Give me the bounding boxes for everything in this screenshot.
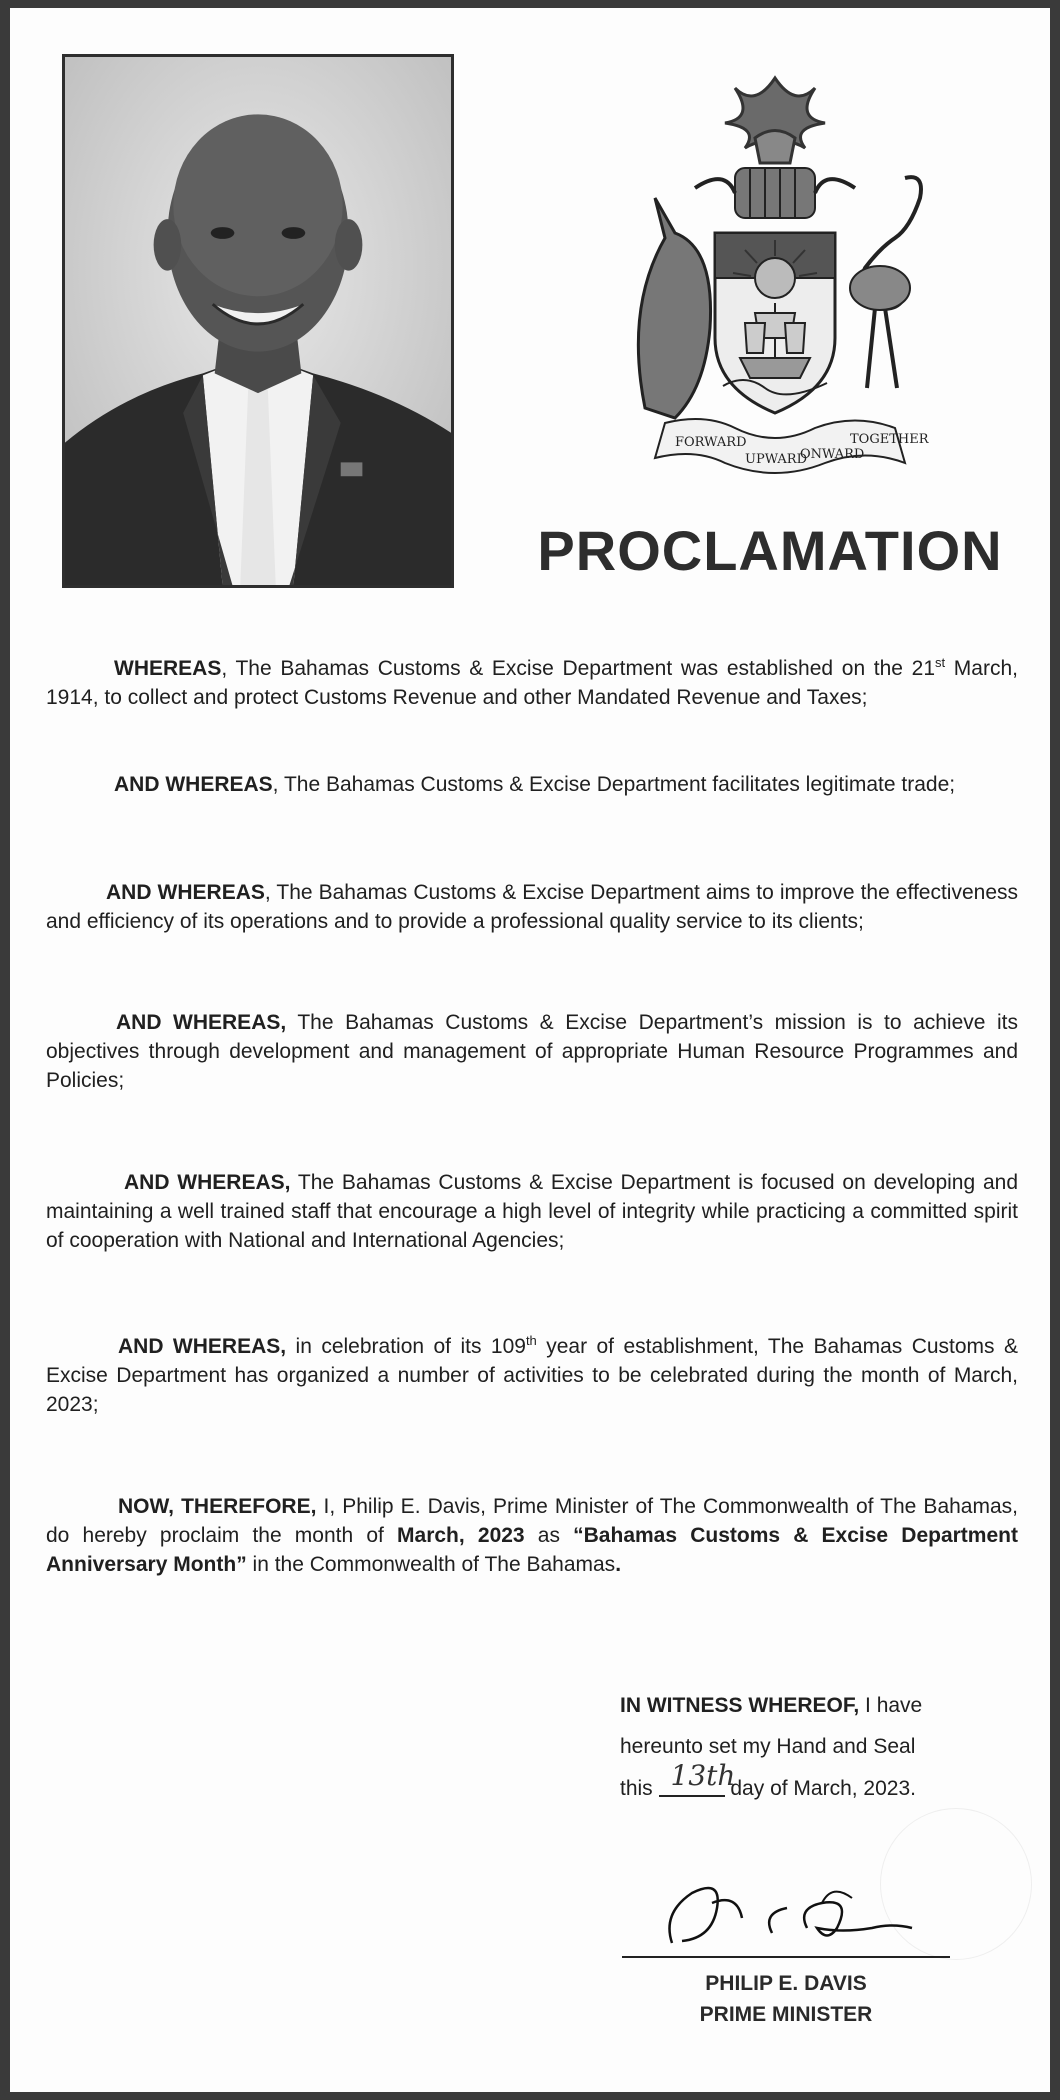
- signer-block: [622, 1968, 950, 2030]
- therefore-paragraph: [46, 1492, 1018, 1579]
- ordinal-suffix: st: [935, 655, 946, 670]
- coat-of-arms-emblem: [605, 68, 945, 488]
- witness-line-2: hereunto set my Hand and Seal: [620, 1735, 916, 1758]
- motto-word: TOGETHER: [850, 432, 929, 447]
- paragraph-lead: NOW, THEREFORE,: [118, 1495, 317, 1518]
- paragraph-text: , The Bahamas Customs & Excise Department facilitates legitimate trade;: [272, 773, 956, 796]
- witness-text: day of March, 2023.: [730, 1777, 916, 1800]
- day-field: [659, 1759, 736, 1797]
- paragraph-lead: AND WHEREAS: [114, 773, 273, 796]
- paragraph-text: year of establishment, The Bahamas Customs & Excise Department has organized a number of activities to be celebrated during the month of March, 2023;: [46, 1335, 1018, 1416]
- signature-scribble: [622, 1873, 962, 1953]
- paragraph-text: in celebration of its 109: [286, 1335, 526, 1358]
- motto-word: FORWARD: [675, 435, 747, 450]
- witness-block: [620, 1685, 1000, 1809]
- whereas-paragraph: [46, 648, 1018, 712]
- whereas-paragraph: [46, 1326, 1018, 1419]
- proclaimed-month: March, 2023: [397, 1524, 525, 1547]
- coat-of-arms: [605, 68, 945, 488]
- paragraph-text: , The Bahamas Customs & Excise Department was established on the 21: [221, 657, 936, 680]
- paragraph-lead: AND WHEREAS,: [124, 1171, 291, 1194]
- witness-text: this: [620, 1777, 653, 1800]
- whereas-paragraph: [46, 770, 1018, 799]
- proclaimed-title: “Bahamas Customs & Excise Department Anniversary Month”: [46, 1524, 1018, 1576]
- document-title: PROCLAMATION: [537, 519, 1003, 582]
- signer-role: PRIME MINISTER: [699, 2003, 873, 2026]
- paragraph-end: .: [615, 1553, 622, 1576]
- motto-word: ONWARD: [800, 447, 865, 462]
- handwritten-signature: [622, 1873, 962, 1953]
- portrait-image: [65, 57, 451, 585]
- paragraph-text: March, 1914, to collect and protect Customs Revenue and other Mandated Revenue and Taxes;: [46, 657, 1018, 709]
- whereas-paragraph: [46, 1168, 1018, 1255]
- paragraph-lead: AND WHEREAS: [106, 881, 265, 904]
- signer-name: PHILIP E. DAVIS: [705, 1972, 867, 1995]
- portrait-photo: [62, 54, 454, 588]
- proclamation-body: [46, 648, 1018, 1579]
- proclamation-page: [10, 8, 1050, 2092]
- whereas-paragraph: [46, 878, 1018, 936]
- motto-word: UPWARD: [745, 452, 808, 467]
- paragraph-text: in the Commonwealth of The Bahamas: [246, 1553, 616, 1576]
- witness-lead: IN WITNESS WHEREOF,: [620, 1694, 860, 1717]
- paragraph-text: I, Philip E. Davis, Prime Minister of The Commonwealth of The Bahamas, do hereby proclaim the month of: [46, 1495, 1018, 1547]
- witness-text: I have: [859, 1694, 923, 1717]
- signature-line: [622, 1956, 950, 1958]
- paragraph-lead: AND WHEREAS,: [116, 1011, 287, 1034]
- paragraph-lead: WHEREAS: [114, 657, 222, 680]
- paragraph-text: The Bahamas Customs & Excise Department’s mission is to achieve its objectives through development and management of appropriate Human Resource Programmes and Policies;: [46, 1011, 1018, 1092]
- paragraph-text: , The Bahamas Customs & Excise Department aims to improve the effectiveness and efficiency of its operations and to provide a professional quality service to its clients;: [46, 881, 1018, 933]
- witness-line-1: [620, 1685, 1000, 1726]
- paragraph-text: The Bahamas Customs & Excise Department is focused on developing and maintaining a well trained staff that encourage a high level of integrity while practicing a committed spirit of cooperation with National and International Agencies;: [46, 1171, 1018, 1252]
- paragraph-text: as: [524, 1524, 574, 1547]
- ordinal-suffix: th: [525, 1333, 537, 1348]
- handwritten-day: 13th: [670, 1759, 736, 1792]
- paragraph-lead: AND WHEREAS,: [118, 1335, 287, 1358]
- witness-line-3: [620, 1759, 1000, 1809]
- whereas-paragraph: [46, 1008, 1018, 1095]
